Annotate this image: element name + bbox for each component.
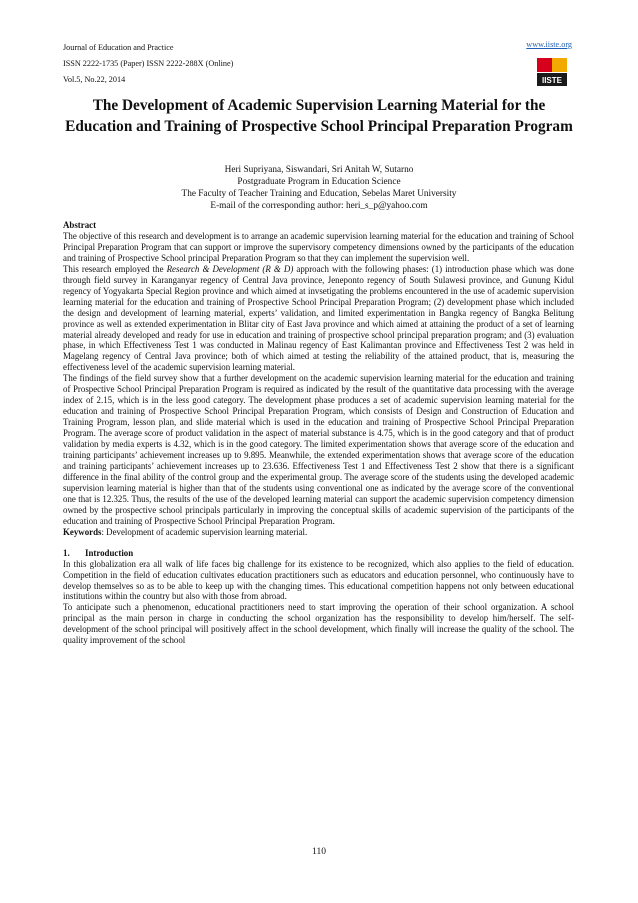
section-heading-introduction — [63, 548, 574, 559]
abstract-heading: Abstract — [63, 220, 97, 230]
intro-paragraph-1: In this globalization era all walk of life faces big challenge for its existence to be recognized, which also applies to the field of education. Competition in the field of education cultivates education practitioners such as educators and education personnel, who continuously have to develop themselves so as to be able to keep up with the changing times. This educational competition happens not only between educational institutions within the country but also with those from abroad. — [63, 558, 574, 602]
keywords-label: Keywords — [63, 526, 102, 537]
affiliation-faculty: The Faculty of Teacher Training and Education, Sebelas Maret University — [181, 189, 457, 200]
abstract-p2-lead: This research employed the — [63, 263, 167, 274]
journal-name: Journal of Education and Practice — [63, 43, 174, 52]
section-number: 1. — [63, 547, 70, 558]
intro-paragraph-2: To anticipate such a phenomenon, educational practitioners need to start improving the operation of their school organization. A school principal as the main person in charge in conducting the school organization has the responsibility to develop him/herself. The self-development of the school principal will positively affect in the school development, which finally will increase the quality of the school. The quality improvement of the school — [63, 602, 574, 646]
paper-title: The Development of Academic Supervision Learning Material for the Education and Training of Prospective School Principal Preparation Program — [65, 97, 573, 135]
volume-line: Vol.5, No.22, 2014 — [63, 75, 126, 84]
journal-header — [63, 40, 233, 88]
affiliation-program: Postgraduate Program in Education Science — [237, 177, 401, 188]
keywords-line — [63, 527, 574, 538]
issn-line: ISSN 2222-1735 (Paper) ISSN 2222-288X (Online) — [63, 59, 234, 68]
keywords-text: : Development of academic supervision learning material. — [101, 526, 308, 537]
abstract-paragraph-1: The objective of this research and development is to arrange an academic supervision learning material for the education and training of School Principal Preparation Program that can support or improve the supervisory competency dimensions owned by the participants of the education and training of Prospective School principal Preparation Program so that they can implement the supervision well. — [63, 230, 574, 263]
author-names: Heri Supriyana, Siswandari, Sri Anitah W, Sutarno — [224, 165, 414, 175]
abstract-p2-method: Research & Development (R & D) — [166, 263, 294, 274]
section-title: Introduction — [85, 547, 134, 558]
author-block — [60, 164, 578, 212]
journal-url-link[interactable]: www.iiste.org — [526, 40, 572, 49]
paper-body — [63, 220, 574, 646]
abstract-p2-body: approach with the following phases: (1) introduction phase which was done through field survey in Karanganyar regency of Central Java province, Jeneponto regency of South Sulawesi province, and Gunung Kidul regency of Yogyakarta Special Region province and which aimed at invsetigating the problems encountered in the use of academic supervision learning material for the education and training of Prospective School Principal Preparation Program; (2) development phase which included the design and development of learning material, experts’ validation, and limited experimentation in Bangka regency of Bangka Belitung province as well as extended experimentation in Blitar city of East Java province and which aimed at attaining the product of a set of learning material already developed and ready for use in education and training of prospective school principal preparation program; and (3) evaluation phase, in which Effectiveness Test 1 was conducted in Malinau regency of East Kalimantan province and Effectiveness Test 2 was held in Magelang regency of Central Java province; both of which aimed at testing the reliability of the attained product, that is, measuring the effectiveness level of the academic supervision learning material. — [63, 263, 574, 373]
page-number: 110 — [312, 847, 326, 857]
svg-text:IISTE: IISTE — [541, 76, 563, 85]
abstract-paragraph-3: The findings of the field survey show that a further development on the academic supervision learning material for the education and training of Prospective School Principal Preparation Program is required as indicated by the result of the quantitative data processing with the average index of 2.15, which is in the less good category. The development phase produces a set of academic supervision learning material for the education and training of Prospective School Principal Preparation Program, which consists of Design and Construction of Education and Training Program, lesson plan, and slide material which is used in the education and training of Prospective School Principal Preparation Program. The average score of product validation in the aspect of material substance is 4.75, which is in the good category and that of product validation by media experts is 4.32, which is in the good category. The limited experimentation shows that average score of the education and training participants’ achievement increases up to 9.895. Meanwhile, the extended experimentation shows that average score of the education and training participants’ achievement increases up to 23.636. Effectiveness Test 1 and Effectiveness Test 2 show that there is a significant difference in the final ability of the control group and the experimental group. The average score of the students using the developed academic supervision learning material is higher than that of the students using conventional one as indicated by the average score of the conventional one that is 12.325. Thus, the results of the use of the developed learning material can support the academic supervision competency dimension owned by the prospective school principals particularly in improving the conceptual skills of academic supervision of the participants of the education and training of Prospective School Principal Preparation Program. — [63, 373, 574, 526]
author-email: E-mail of the corresponding author: heri_s_p@yahoo.com — [210, 201, 428, 212]
abstract-paragraph-2 — [63, 264, 574, 374]
iiste-logo-icon — [535, 56, 569, 88]
